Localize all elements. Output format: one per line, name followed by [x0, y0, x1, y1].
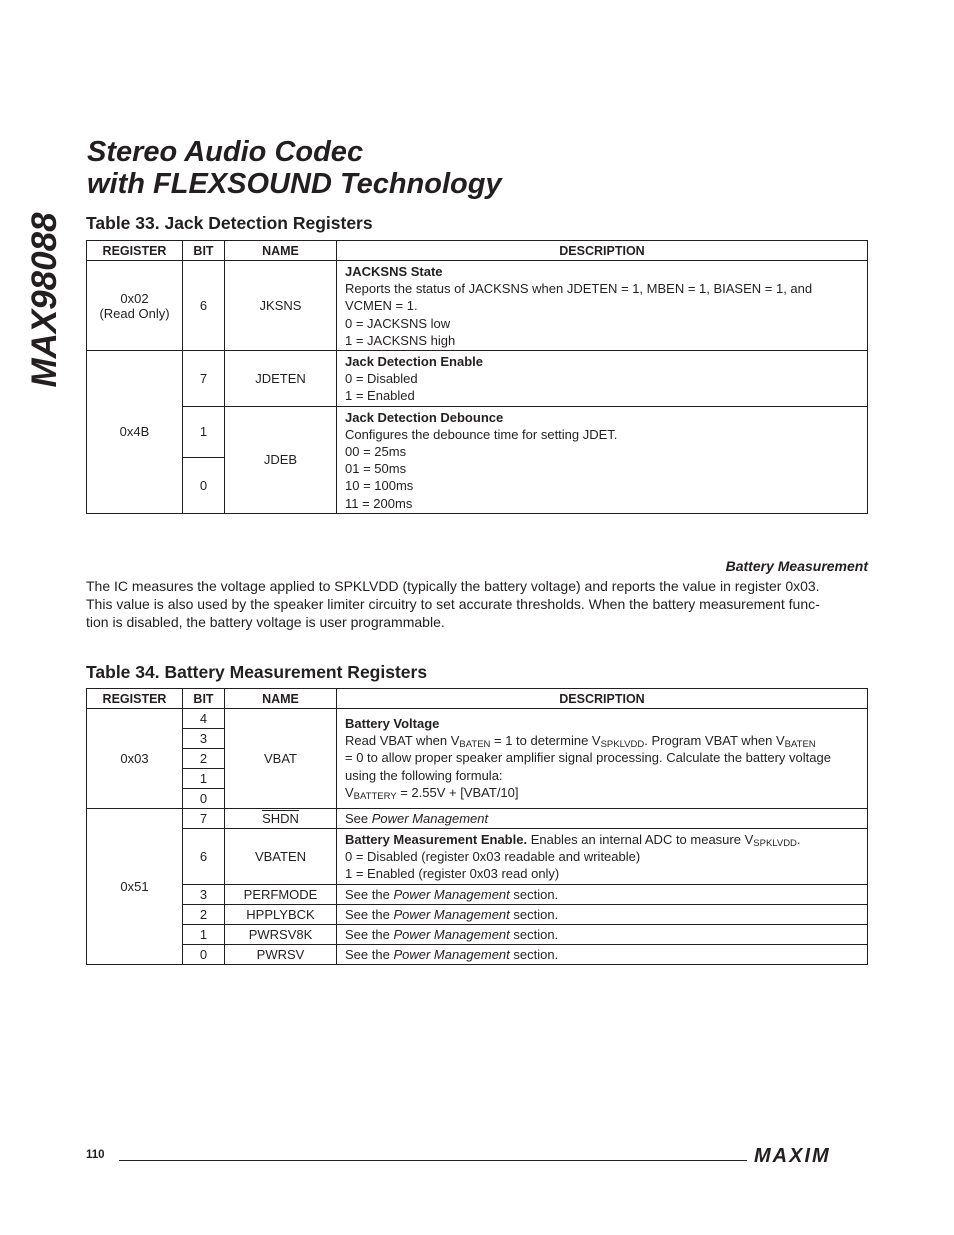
description-cell [337, 406, 868, 513]
description-line: 00 = 25ms [345, 444, 407, 460]
register-cell: 0x4B [87, 351, 183, 514]
name-cell: PERFMODE [225, 884, 337, 904]
page-number: 110 [86, 1149, 105, 1161]
register-cell: 0x51 [87, 809, 183, 965]
description-line: 0 = Disabled (register 0x03 readable and writeable) [345, 849, 641, 865]
side-part-number: MAX98088 [25, 211, 64, 388]
table-row [87, 406, 868, 458]
description-line: 01 = 50ms [345, 461, 407, 477]
description-line: Configures the debounce time for setting JDET. [345, 426, 618, 442]
description-line: Reports the status of JACKSNS when JDETEN = 1, MBEN = 1, BIASEN = 1, and [345, 281, 813, 297]
table-34-title: Table 34. Battery Measurement Registers [86, 662, 428, 682]
name-cell: HPPLYBCK [225, 904, 337, 924]
col-header-name: NAME [225, 689, 337, 709]
maxim-logo [752, 1144, 868, 1171]
bit-cell: 3 [183, 884, 225, 904]
paragraph-line: The IC measures the voltage applied to SPKLVDD (typically the battery voltage) and reports the value in register 0x03. [86, 578, 820, 594]
bit-cell: 0 [183, 789, 225, 809]
description-title: Jack Detection Enable [345, 354, 483, 370]
col-header-bit: BIT [183, 241, 225, 261]
description-title: JACKSNS State [345, 264, 443, 279]
name-cell: PWRSV [225, 944, 337, 964]
description-line: = 0 to allow proper speaker amplifier signal processing. Calculate the battery voltage [345, 750, 831, 766]
description-cell: See the Power Management section. [337, 944, 868, 964]
description-line: 1 = Enabled [345, 388, 415, 404]
bit-cell: 6 [183, 829, 225, 885]
bit-cell: 1 [183, 406, 225, 458]
description-line: 1 = Enabled (register 0x03 read only) [345, 866, 560, 882]
section-paragraph [86, 577, 876, 631]
table-row [87, 809, 868, 829]
register-value: 0x02 [120, 290, 149, 306]
register-cell: 0x03 [87, 709, 183, 809]
bit-cell: 1 [183, 769, 225, 789]
bit-cell: 0 [183, 944, 225, 964]
description-line: VCMEN = 1. [345, 298, 418, 314]
bit-cell: 3 [183, 729, 225, 749]
bit-cell: 2 [183, 749, 225, 769]
table-row [87, 904, 868, 924]
name-cell: SHDN [225, 809, 337, 829]
bit-cell: 4 [183, 709, 225, 729]
description-title: Battery Voltage [345, 716, 440, 731]
paragraph-line: This value is also used by the speaker limiter circuitry to set accurate thresholds. When the battery measurement func- [86, 596, 820, 612]
bit-cell: 6 [183, 261, 225, 351]
paragraph-line: tion is disabled, the battery voltage is user programmable. [86, 614, 445, 630]
description-cell: See the Power Management section. [337, 904, 868, 924]
table-row [87, 884, 868, 904]
name-cell: VBAT [225, 709, 337, 809]
bit-cell: 7 [183, 351, 225, 407]
section-heading: Battery Measurement [725, 558, 868, 574]
description-line: 0 = Disabled [345, 371, 418, 387]
table-header-row [87, 241, 868, 261]
table-header-row [87, 689, 868, 709]
register-note: (Read Only) [99, 305, 170, 321]
description-cell: See the Power Management section. [337, 884, 868, 904]
description-line: 1 = JACKSNS high [345, 332, 456, 348]
description-line: 0 = JACKSNS low [345, 315, 451, 331]
table-row [87, 351, 868, 407]
table-33-title: Table 33. Jack Detection Registers [86, 213, 373, 233]
description-title: Jack Detection Debounce [345, 409, 504, 425]
table-row [87, 709, 868, 729]
description-cell [337, 709, 868, 809]
bit-cell: 1 [183, 924, 225, 944]
name-cell: JKSNS [225, 261, 337, 351]
description-line: using the following formula: [345, 767, 503, 783]
description-line: 10 = 100ms [345, 478, 414, 494]
document-title-line-2: with FLEXSOUND Technology [87, 168, 502, 200]
svg-text:MAXIM: MAXIM [754, 1145, 831, 1166]
bit-cell: 0 [183, 458, 225, 514]
name-cell: JDEB [225, 406, 337, 513]
table-row [87, 261, 868, 351]
description-cell [337, 829, 868, 885]
description-cell [337, 261, 868, 351]
col-header-name: NAME [225, 241, 337, 261]
col-header-register: REGISTER [87, 241, 183, 261]
col-header-bit: BIT [183, 689, 225, 709]
bit-cell: 7 [183, 809, 225, 829]
description-line: 11 = 200ms [345, 495, 413, 511]
col-header-register: REGISTER [87, 689, 183, 709]
table-row [87, 924, 868, 944]
name-cell: VBATEN [225, 829, 337, 885]
table-33 [86, 240, 868, 514]
description-cell: See Power Management [337, 809, 868, 829]
name-cell: JDETEN [225, 351, 337, 407]
col-header-description: DESCRIPTION [337, 241, 868, 261]
bit-cell: 2 [183, 904, 225, 924]
col-header-description: DESCRIPTION [337, 689, 868, 709]
document-title [87, 136, 502, 200]
description-cell [337, 351, 868, 407]
footer-rule [119, 1160, 747, 1161]
description-line: $V_{BATTERY} = 2.55V$ + [VBAT/10] [345, 784, 519, 802]
description-line: Battery Measurement Enable. Enables an internal ADC to measure $V_{SPKLVDD}$. [345, 832, 801, 849]
description-line: Read VBAT when $V_{BATEN} = 1$ to determine $V_{SPKLVDD}$. Program VBAT when $V_{BATEN}$ [345, 733, 816, 751]
document-title-line-1: Stereo Audio Codec [87, 136, 364, 168]
register-cell [87, 261, 183, 351]
table-row [87, 829, 868, 885]
table-row [87, 944, 868, 964]
description-cell: See the Power Management section. [337, 924, 868, 944]
table-34 [86, 688, 868, 965]
name-cell: PWRSV8K [225, 924, 337, 944]
